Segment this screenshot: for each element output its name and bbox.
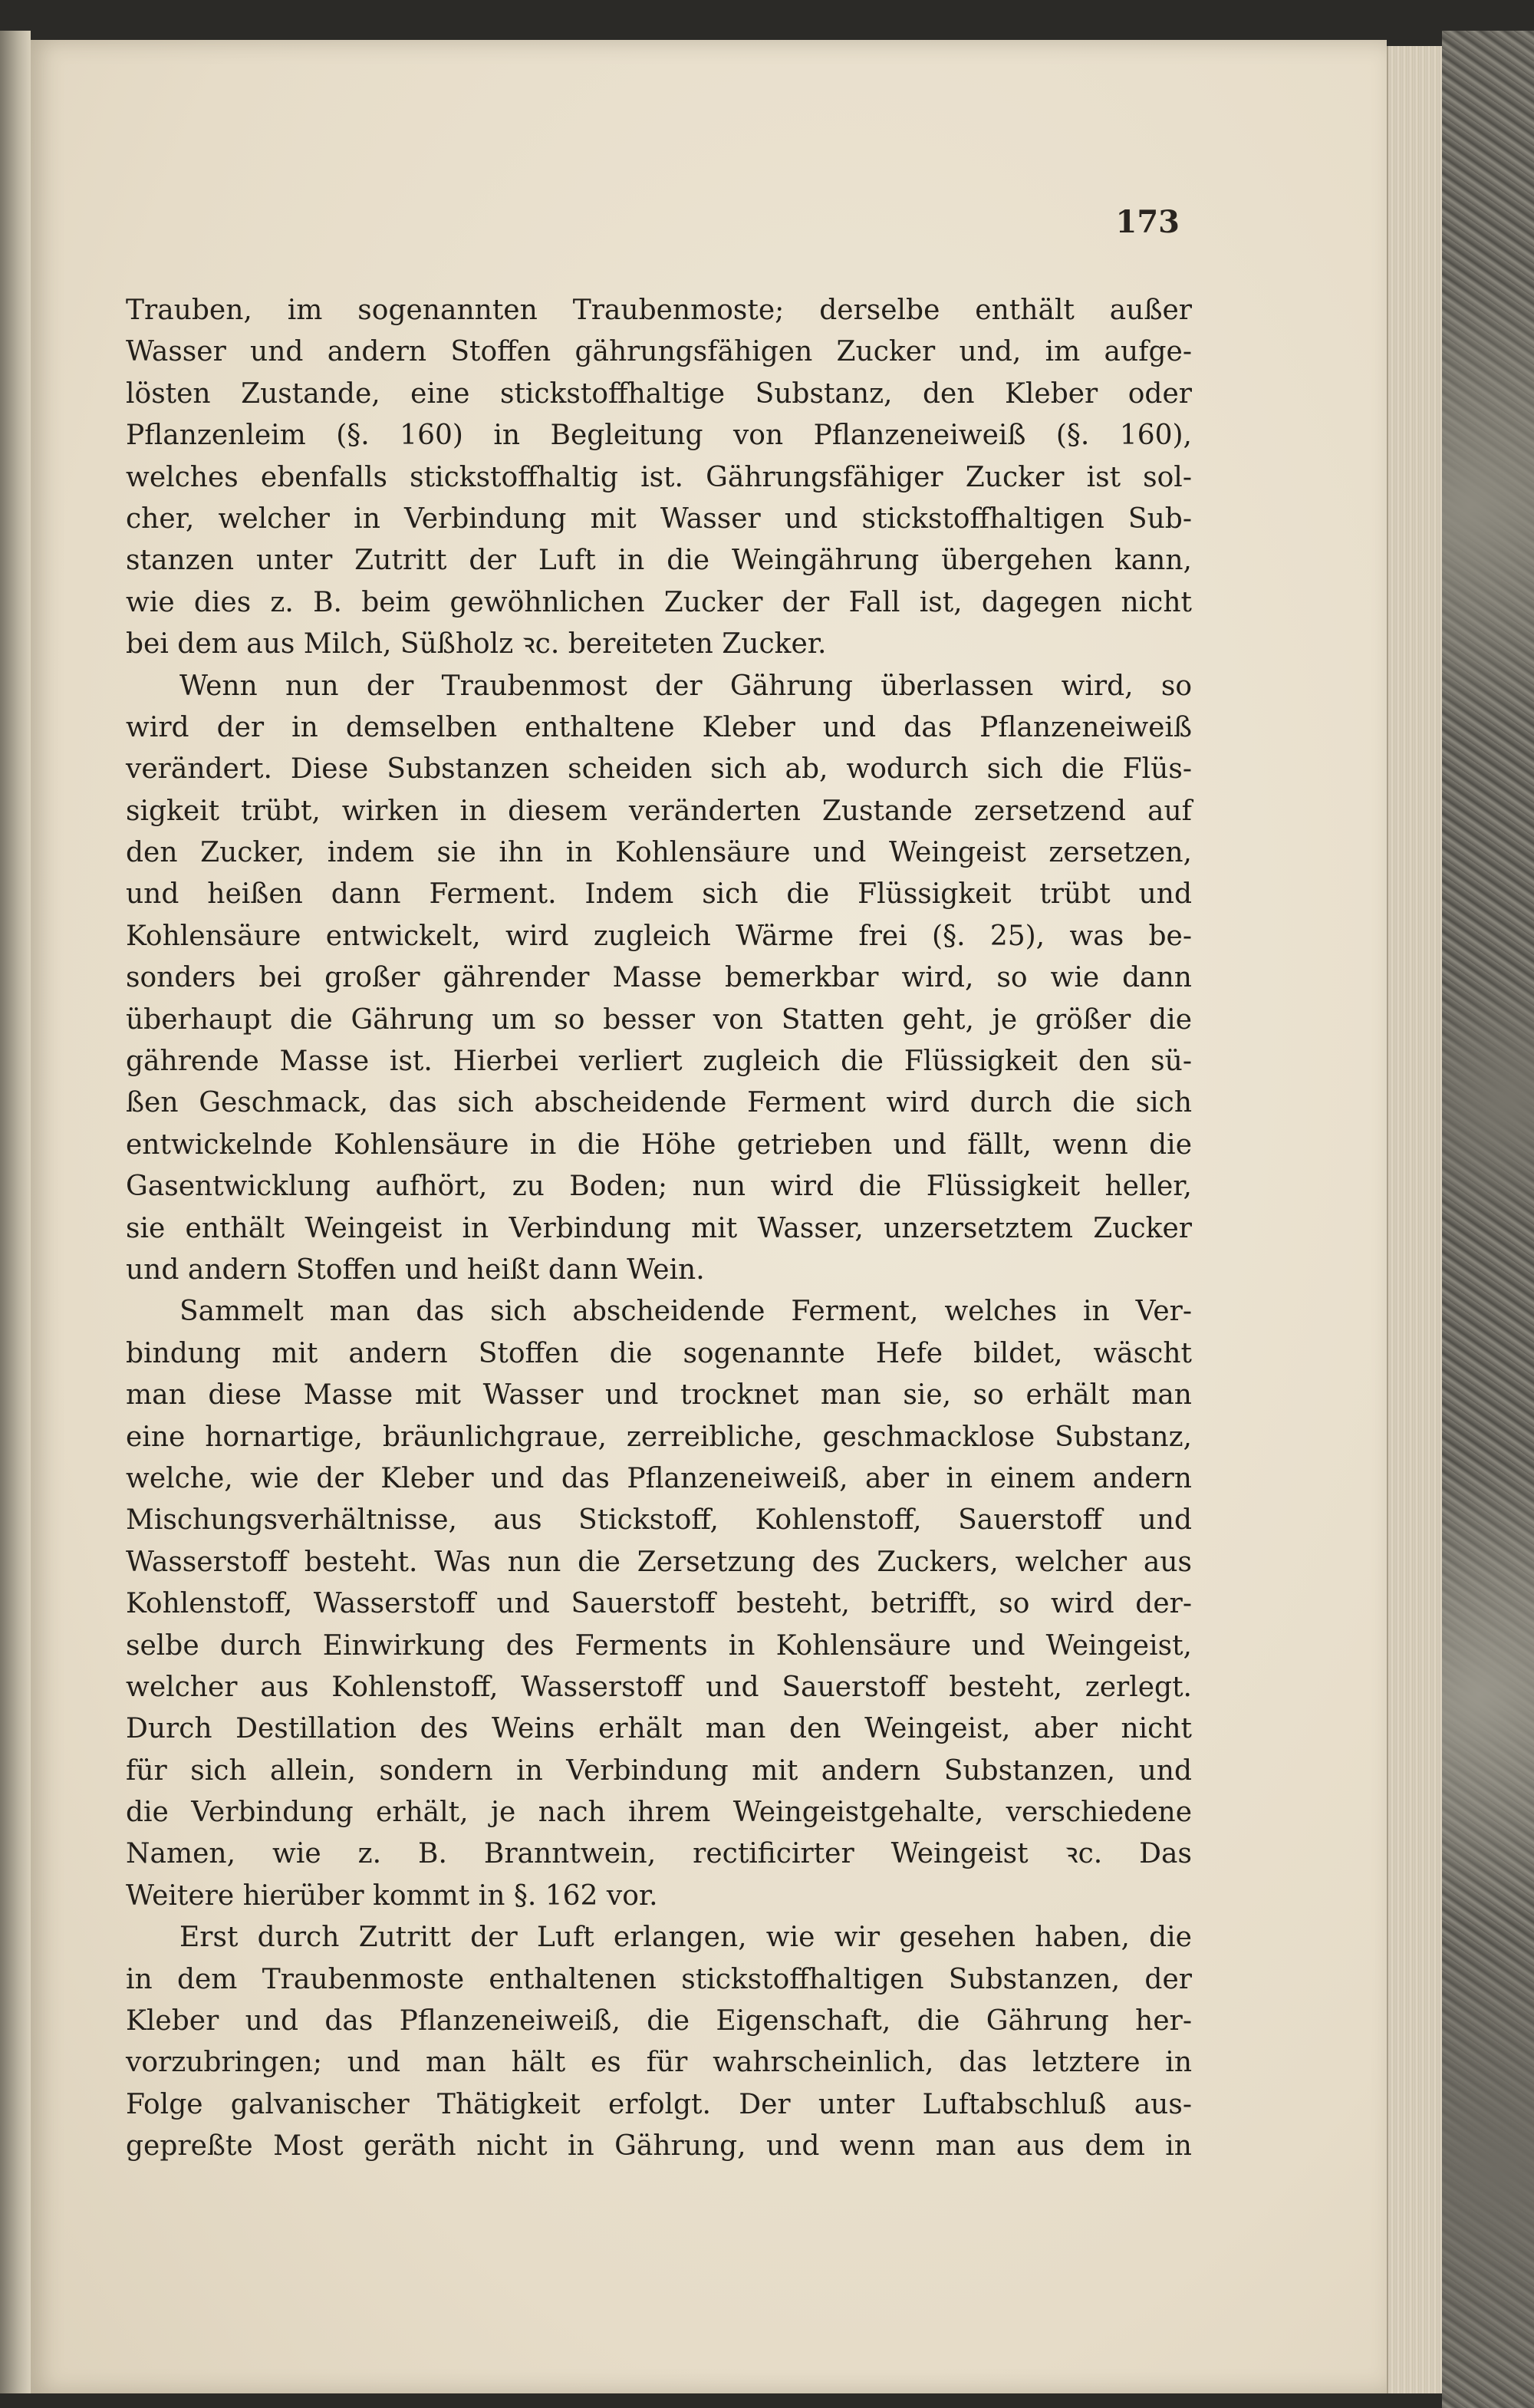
- text-line: Erst durch Zutritt der Luft erlangen, wie wir gesehen haben, die: [179, 1922, 1192, 1954]
- text-line: Gasentwicklung aufhört, zu Boden; nun wird die Flüssigkeit heller,: [126, 1171, 1192, 1203]
- scan-background: [0, 0, 1534, 40]
- text-line: bei dem aus Milch, Süßholz ꝛc. bereiteten Zucker.: [126, 628, 827, 660]
- text-line: Durch Destillation des Weins erhält man den Weingeist, aber nicht: [126, 1713, 1192, 1745]
- text-line: Wasser und andern Stoffen gährungsfähigen Zucker und, im aufge-: [126, 336, 1192, 368]
- text-line: Kleber und das Pflanzeneiweiß, die Eigenschaft, die Gährung her-: [126, 2005, 1192, 2037]
- body-text: [126, 290, 1192, 2168]
- text-line: Weitere hierüber kommt in §. 162 vor.: [126, 1879, 658, 1912]
- text-line: bindung mit andern Stoffen die sogenannte Hefe bildet, wäscht: [126, 1337, 1192, 1369]
- text-line: Wasserstoff besteht. Was nun die Zersetzung des Zuckers, welcher aus: [126, 1546, 1192, 1578]
- text-line: Kohlenstoff, Wasserstoff und Sauerstoff besteht, betrifft, so wird der-: [126, 1588, 1192, 1620]
- text-line: die Verbindung erhält, je nach ihrem Weingeistgehalte, verschiedene: [126, 1797, 1192, 1829]
- text-line: Kohlensäure entwickelt, wird zugleich Wärme frei (§. 25), was be-: [126, 920, 1192, 952]
- text-line: Sammelt man das sich abscheidende Ferment, welches in Ver-: [179, 1296, 1192, 1328]
- text-line: Namen, wie z. B. Branntwein, rectificirter Weingeist ꝛc. Das: [126, 1838, 1192, 1870]
- text-line: selbe durch Einwirkung des Ferments in Kohlensäure und Weingeist,: [126, 1629, 1192, 1662]
- text-line: in dem Traubenmoste enthaltenen stickstoffhaltigen Substanzen, der: [126, 1963, 1192, 1995]
- text-line: den Zucker, indem sie ihn in Kohlensäure und Weingeist zersetzen,: [126, 837, 1192, 869]
- text-line: entwickelnde Kohlensäure in die Höhe getrieben und fällt, wenn die: [126, 1128, 1192, 1161]
- text-line: ßen Geschmack, das sich abscheidende Ferment wird durch die sich: [126, 1087, 1192, 1119]
- page-number: 173: [1115, 204, 1180, 240]
- text-line: überhaupt die Gährung um so besser von Statten geht, je größer die: [126, 1003, 1192, 1036]
- text-line: eine hornartige, bräunlichgraue, zerreibliche, geschmacklose Substanz,: [126, 1421, 1192, 1453]
- text-line: vorzubringen; und man hält es für wahrscheinlich, das letztere in: [126, 2047, 1192, 2079]
- text-line: Pflanzenleim (§. 160) in Begleitung von Pflanzeneiweiß (§. 160),: [126, 420, 1192, 452]
- text-line: Trauben, im sogenannten Traubenmoste; derselbe enthält außer: [126, 295, 1192, 326]
- text-line: welches ebenfalls stickstoffhaltig ist. Gährungsfähiger Zucker ist sol-: [126, 461, 1192, 493]
- text-line: gährende Masse ist. Hierbei verliert zugleich die Flüssigkeit den sü-: [126, 1046, 1192, 1078]
- page-stack-edge: [1387, 46, 1443, 2393]
- marbled-cover: [1442, 31, 1534, 2408]
- text-line: sigkeit trübt, wirken in diesem veränderten Zustande zersetzend auf: [126, 795, 1192, 827]
- facing-page-edge: [0, 31, 31, 2393]
- text-line: welcher aus Kohlenstoff, Wasserstoff und Sauerstoff besteht, zerlegt.: [126, 1671, 1192, 1703]
- text-line: wird der in demselben enthaltene Kleber und das Pflanzeneiweiß: [126, 711, 1192, 743]
- text-line: und andern Stoffen und heißt dann Wein.: [126, 1253, 705, 1286]
- text-line: Mischungsverhältnisse, aus Stickstoff, Kohlenstoff, Sauerstoff und: [126, 1504, 1192, 1537]
- text-line: und heißen dann Ferment. Indem sich die Flüssigkeit trübt und: [126, 878, 1192, 911]
- text-line: stanzen unter Zutritt der Luft in die Weingährung übergehen kann,: [126, 545, 1192, 577]
- text-line: gepreßte Most geräth nicht in Gährung, und wenn man aus dem in: [126, 2130, 1192, 2163]
- text-line: welche, wie der Kleber und das Pflanzeneiweiß, aber in einem andern: [126, 1462, 1192, 1494]
- text-line: cher, welcher in Verbindung mit Wasser und stickstoffhaltigen Sub-: [126, 502, 1192, 535]
- text-line: man diese Masse mit Wasser und trocknet man sie, so erhält man: [126, 1379, 1192, 1412]
- text-line: Folge galvanischer Thätigkeit erfolgt. Der unter Luftabschluß aus-: [126, 2088, 1192, 2120]
- text-line: verändert. Diese Substanzen scheiden sich ab, wodurch sich die Flüs-: [126, 753, 1192, 786]
- text-line: wie dies z. B. beim gewöhnlichen Zucker der Fall ist, dagegen nicht: [126, 586, 1192, 618]
- text-line: lösten Zustande, eine stickstoffhaltige Substanz, den Kleber oder: [126, 377, 1192, 410]
- text-line: sie enthält Weingeist in Verbindung mit Wasser, unzersetztem Zucker: [126, 1212, 1192, 1244]
- text-line: für sich allein, sondern in Verbindung mit andern Substanzen, und: [126, 1754, 1192, 1787]
- text-line: Wenn nun der Traubenmost der Gährung überlassen wird, so: [179, 670, 1192, 702]
- text-line: sonders bei großer gährender Masse bemerkbar wird, so wie dann: [126, 962, 1192, 994]
